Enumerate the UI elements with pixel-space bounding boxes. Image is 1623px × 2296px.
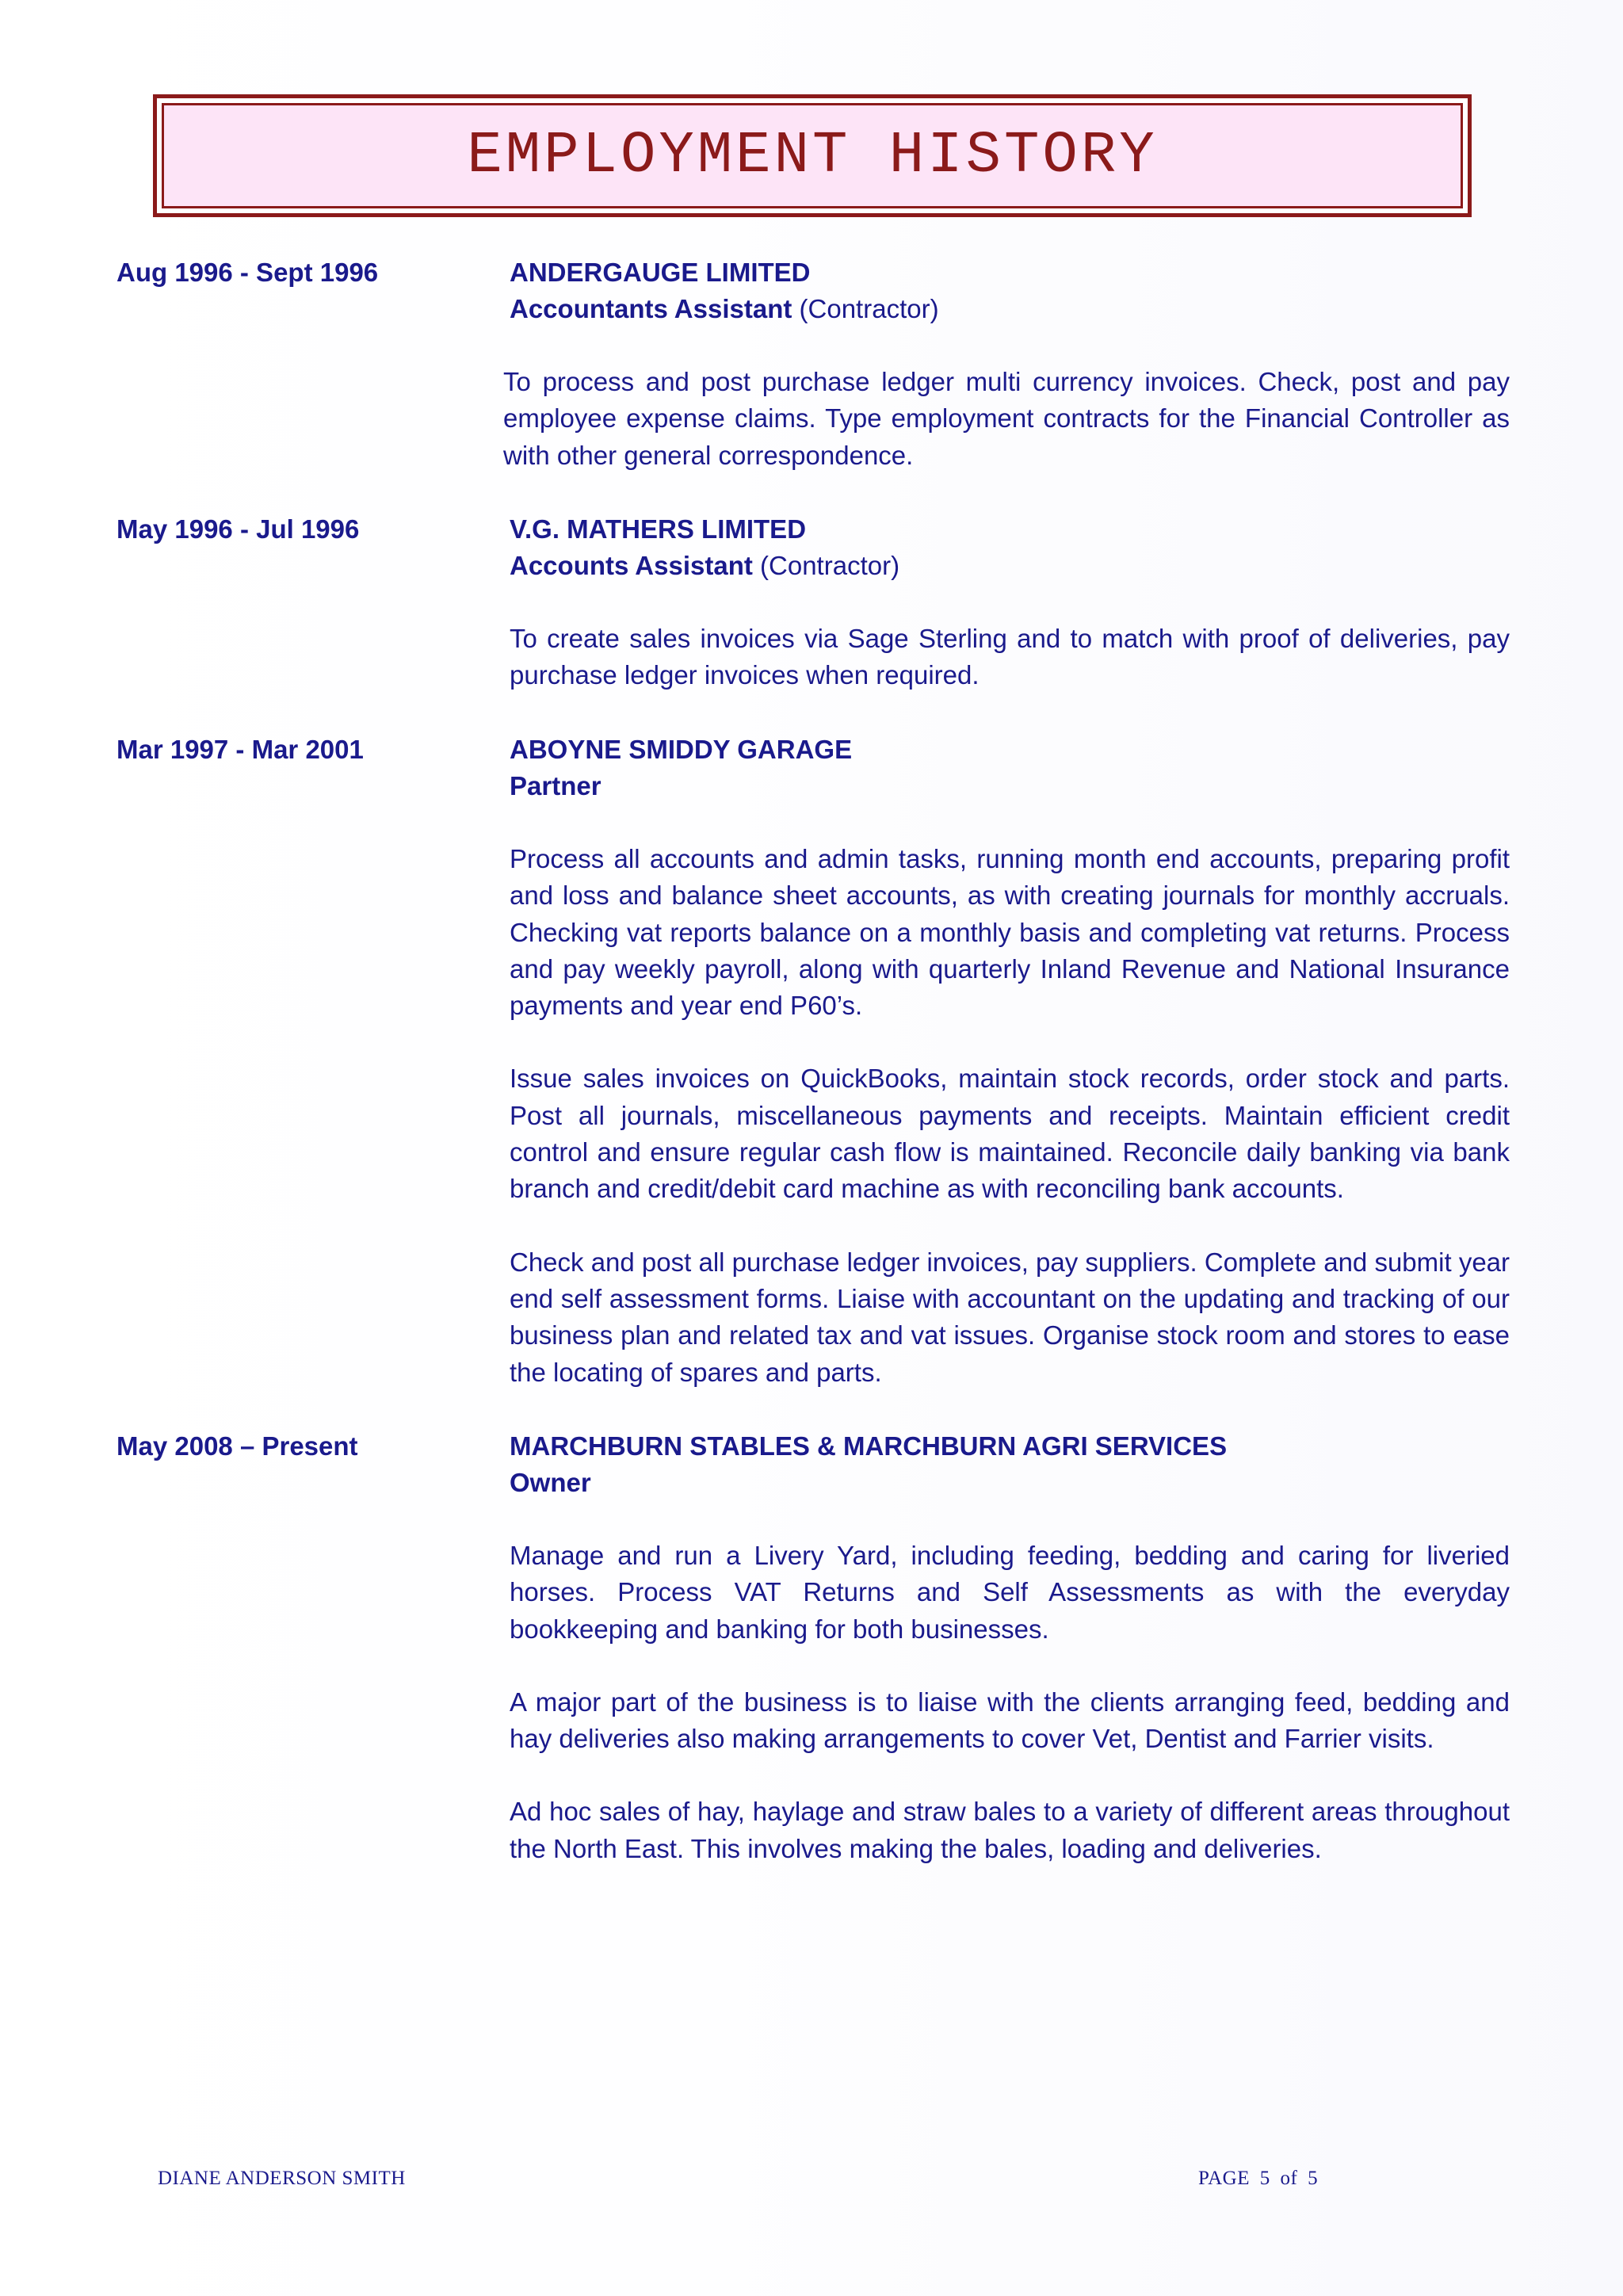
entry-role (510, 291, 1510, 327)
entry-role-title: Partner (510, 771, 601, 800)
entry-paragraph: To create sales invoices via Sage Sterling and to match with proof of deliveries, pay purchase ledger invoices when required. (510, 624, 1510, 690)
entry-paragraph: Process all accounts and admin tasks, running month end accounts, preparing profit and loss and balance sheet accounts, as with creating journals for monthly accruals. Checking vat reports balance on a monthly basis and completing vat returns. Process and pay weekly payroll, along with quarterly Inland Revenue and National Insurance payments and year end P60’s. (510, 844, 1510, 1021)
entry-date: Mar 1997 - Mar 2001 (116, 735, 364, 764)
entry-paragraph: A major part of the business is to liaise with the clients arranging feed, bedding and hay deliveries also making arrangements to cover Vet, Dentist and Farrier visits. (510, 1687, 1510, 1754)
entry-paragraph: Manage and run a Livery Yard, including feeding, bedding and caring for liveried horses. Process VAT Returns and Self Assessments as with the everyday bookkeeping and banking for both businesses. (510, 1541, 1510, 1644)
entry-company: ABOYNE SMIDDY GARAGE (510, 735, 853, 764)
entry-company: MARCHBURN STABLES & MARCHBURN AGRI SERVICES (510, 1431, 1228, 1461)
entry-date: May 2008 – Present (116, 1431, 358, 1461)
entry-content (510, 1428, 1510, 1867)
entry-paragraph: Issue sales invoices on QuickBooks, maintain stock records, order stock and parts. Post all journals, miscellaneous payments and receipts. Maintain efficient credit control and ensure regular cash flow is maintained. Reconcile daily banking via bank branch and credit/debit card machine as with reconciling bank accounts. (510, 1064, 1510, 1204)
title-banner (153, 94, 1472, 217)
entry-content (510, 511, 1510, 694)
footer-page-number: PAGE 5 of 5 (1198, 2168, 1319, 2189)
title-banner-inner (162, 103, 1463, 208)
footer-name: DIANE ANDERSON SMITH (158, 2168, 406, 2189)
entry-content (503, 254, 1510, 474)
entry-role-title: Accountants Assistant (510, 294, 792, 323)
entry-role (510, 1465, 1510, 1501)
entry-role-title: Owner (510, 1468, 591, 1497)
entry-content (510, 732, 1510, 1391)
entry-paragraph: Ad hoc sales of hay, haylage and straw bales to a variety of different areas throughout the North East. This involves making the bales, loading and deliveries. (510, 1797, 1510, 1863)
entry-company: V.G. MATHERS LIMITED (510, 514, 807, 544)
entry-paragraph: Check and post all purchase ledger invoices, pay suppliers. Complete and submit year end self assessment forms. Liaise with accountant on the updating and tracking of our business plan and related tax and vat issues. Organise stock room and stores to ease the locating of spares and parts. (510, 1247, 1510, 1387)
entry-role (510, 768, 1510, 804)
page-title: EMPLOYMENT HISTORY (467, 122, 1158, 189)
entry-date: May 1996 - Jul 1996 (116, 514, 360, 544)
entry-date: Aug 1996 - Sept 1996 (116, 258, 379, 287)
entry-role-note: (Contractor) (752, 551, 900, 580)
entry-paragraph: To process and post purchase ledger multi currency invoices. Check, post and pay employee expense claims. Type employment contracts for the Financial Controller as with other general correspondence. (503, 367, 1510, 470)
entry-role-note: (Contractor) (792, 294, 939, 323)
entry-role-title: Accounts Assistant (510, 551, 753, 580)
entry-company: ANDERGAUGE LIMITED (510, 258, 811, 287)
entry-role (510, 548, 1510, 584)
